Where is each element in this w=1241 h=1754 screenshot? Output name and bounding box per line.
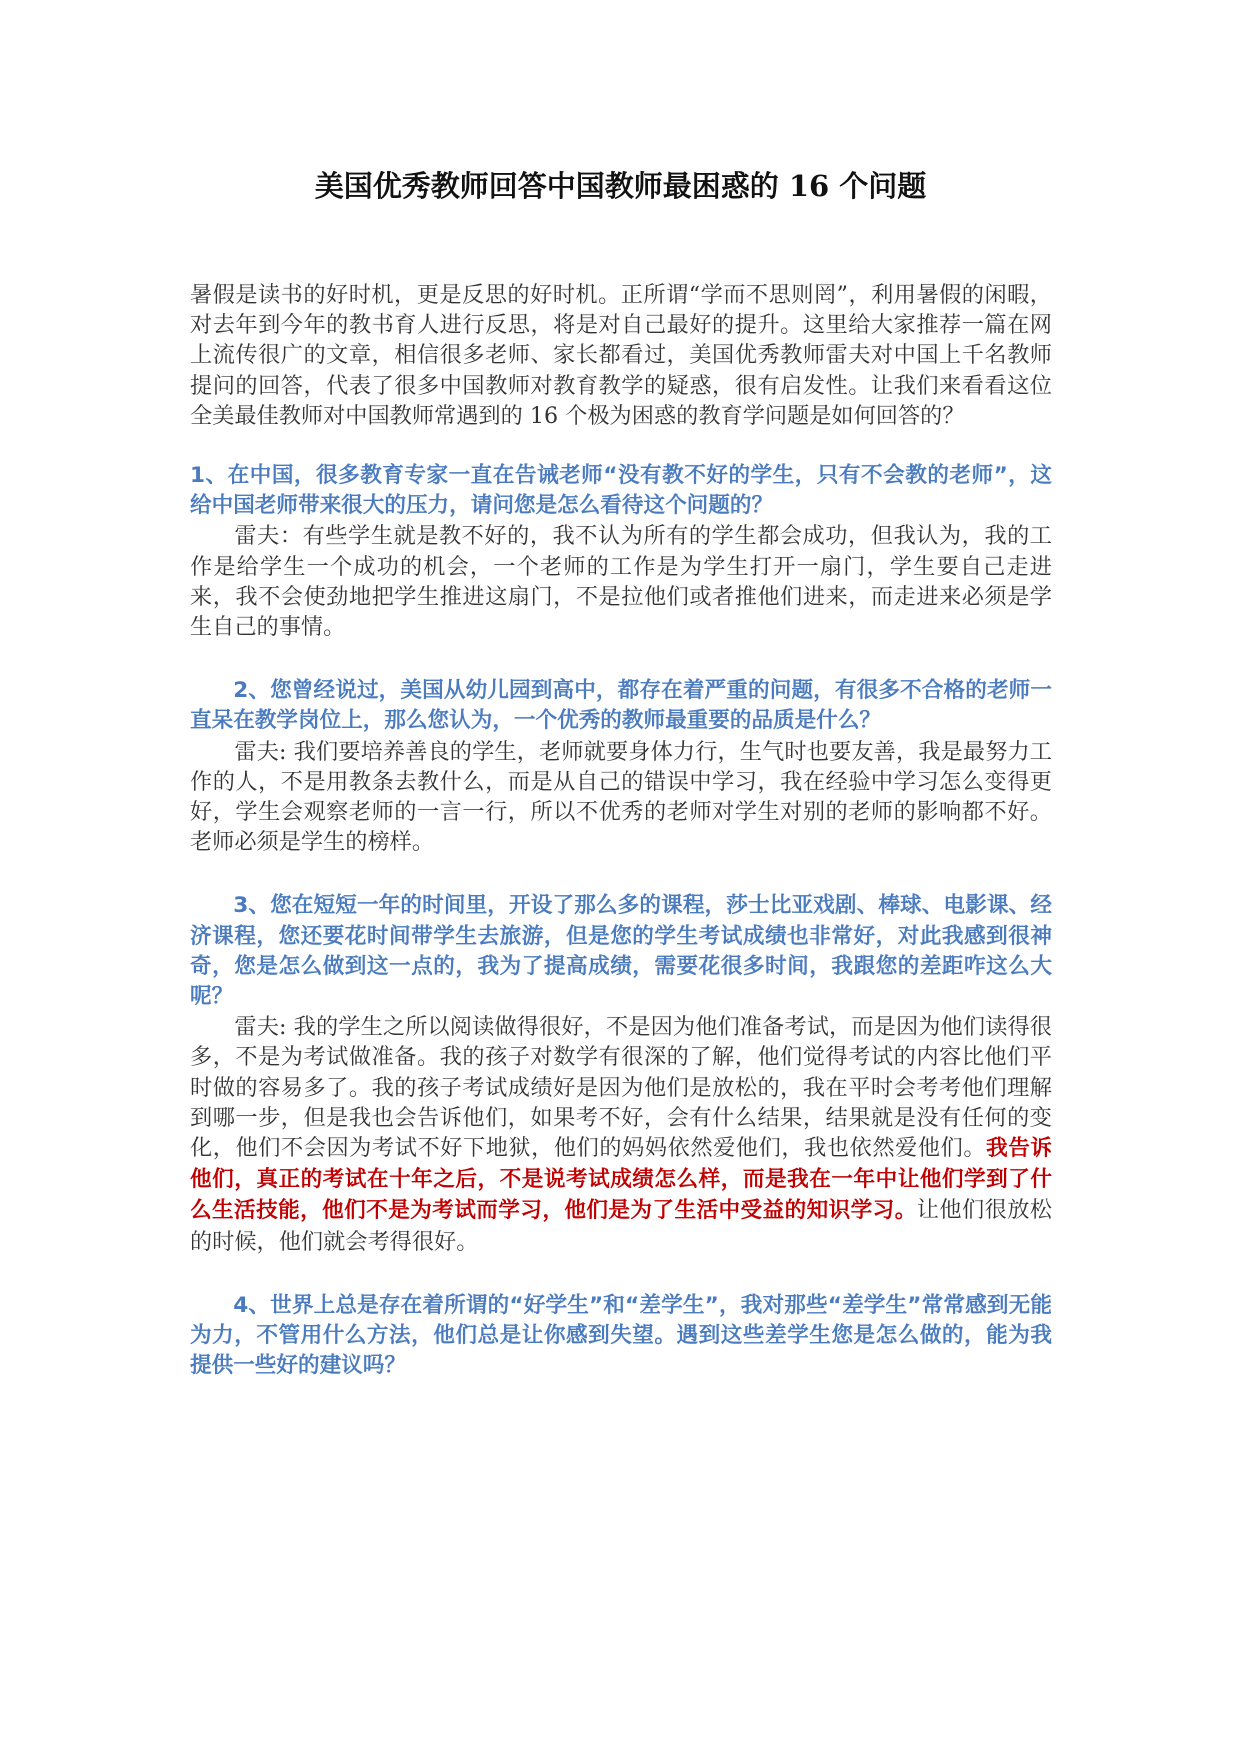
- document-title: 美国优秀教师回答中国教师最困惑的 16 个问题: [314, 169, 927, 203]
- intro-paragraph: 暑假是读书的好时机，更是反思的好时机。正所谓“学而不思则罔”，利用暑假的闲暇，对去年到今年的教书育人进行反思，将是对自己最好的提升。这里给大家推荐一篇在网上流传很广的文章，相信很多老师、家长都看过，美国优秀教师雷夫对中国上千名教师提问的回答，代表了很多中国教师对教育教学的疑惑，很有启发性。让我们来看看这位全美最佳教师对中国教师常遇到的 16 个极为困惑的教育学问题是如何回答的？: [190, 282, 1052, 429]
- answer-3-part1: 雷夫: 我的学生之所以阅读做得很好，不是因为他们准备考试，而是因为他们读得很多，不是为考试做准备。我的孩子对数学有很深的了解，他们觉得考试的内容比他们平时做的容易多了。我的孩子考试成绩好是因为他们是放松的，我在平时会考考他们理解到哪一步，但是我也会告诉他们，如果考不好，会有什么结果，结果就是没有任何的变化，他们不会因为考试不好下地狱，他们的妈妈依然爱他们，我也依然爱他们。: [190, 1014, 1052, 1162]
- document-body: [190, 280, 1052, 1382]
- answer-1: 雷夫：有些学生就是教不好的，我不认为所有的学生都会成功，但我认为，我的工作是给学生一个成功的机会，一个老师的工作是为学生打开一扇门，学生要自己走进来，我不会使劲地把学生推进这扇门，不是拉他们或者推他们进来，而走进来必须是学生自己的事情。: [190, 523, 1052, 641]
- answer-3: [190, 1012, 1052, 1257]
- question-4: 4、世界上总是存在着所谓的“好学生”和“差学生”，我对那些“差学生”常常感到无能为力，不管用什么方法，他们总是让你感到失望。遇到这些差学生您是怎么做的，能为我提供一些好的建议吗？: [190, 1292, 1052, 1379]
- question-3: 3、您在短短一年的时间里，开设了那么多的课程，莎士比亚戏剧、棒球、电影课、经济课程，您还要花时间带学生去旅游，但是您的学生考试成绩也非常好，对此我感到很神奇，您是怎么做到这一点的，我为了提高成绩，需要花很多时间，我跟您的差距咋这么大呢？: [190, 893, 1052, 1010]
- question-1: 1、在中国，很多教育专家一直在告诫老师“没有教不好的学生，只有不会教的老师”，这给中国老师带来很大的压力，请问您是怎么看待这个问题的？: [190, 463, 1052, 519]
- question-2: 2、您曾经说过，美国从幼儿园到高中，都存在着严重的问题，有很多不合格的老师一直呆在教学岗位上，那么您认为，一个优秀的教师最重要的品质是什么？: [190, 678, 1052, 734]
- answer-2: 雷夫: 我们要培养善良的学生，老师就要身体力行，生气时也要友善，我是最努力工作的人，不是用教条去教什么，而是从自己的错误中学习，我在经验中学习怎么变得更好，学生会观察老师的一言一行，所以不优秀的老师对学生对别的老师的影响都不好。老师必须是学生的榜样。: [190, 738, 1052, 856]
- answer-3-part2: 让他们很放松的时候，他们就会考得很好。: [190, 1197, 1052, 1255]
- answer-3-emphasis: 我告诉他们，真正的考试在十年之后，不是说考试成绩怎么样，而是我在一年中让他们学到了什么生活技能，他们不是为考试而学习，他们是为了生活中受益的知识学习。: [190, 1136, 1052, 1224]
